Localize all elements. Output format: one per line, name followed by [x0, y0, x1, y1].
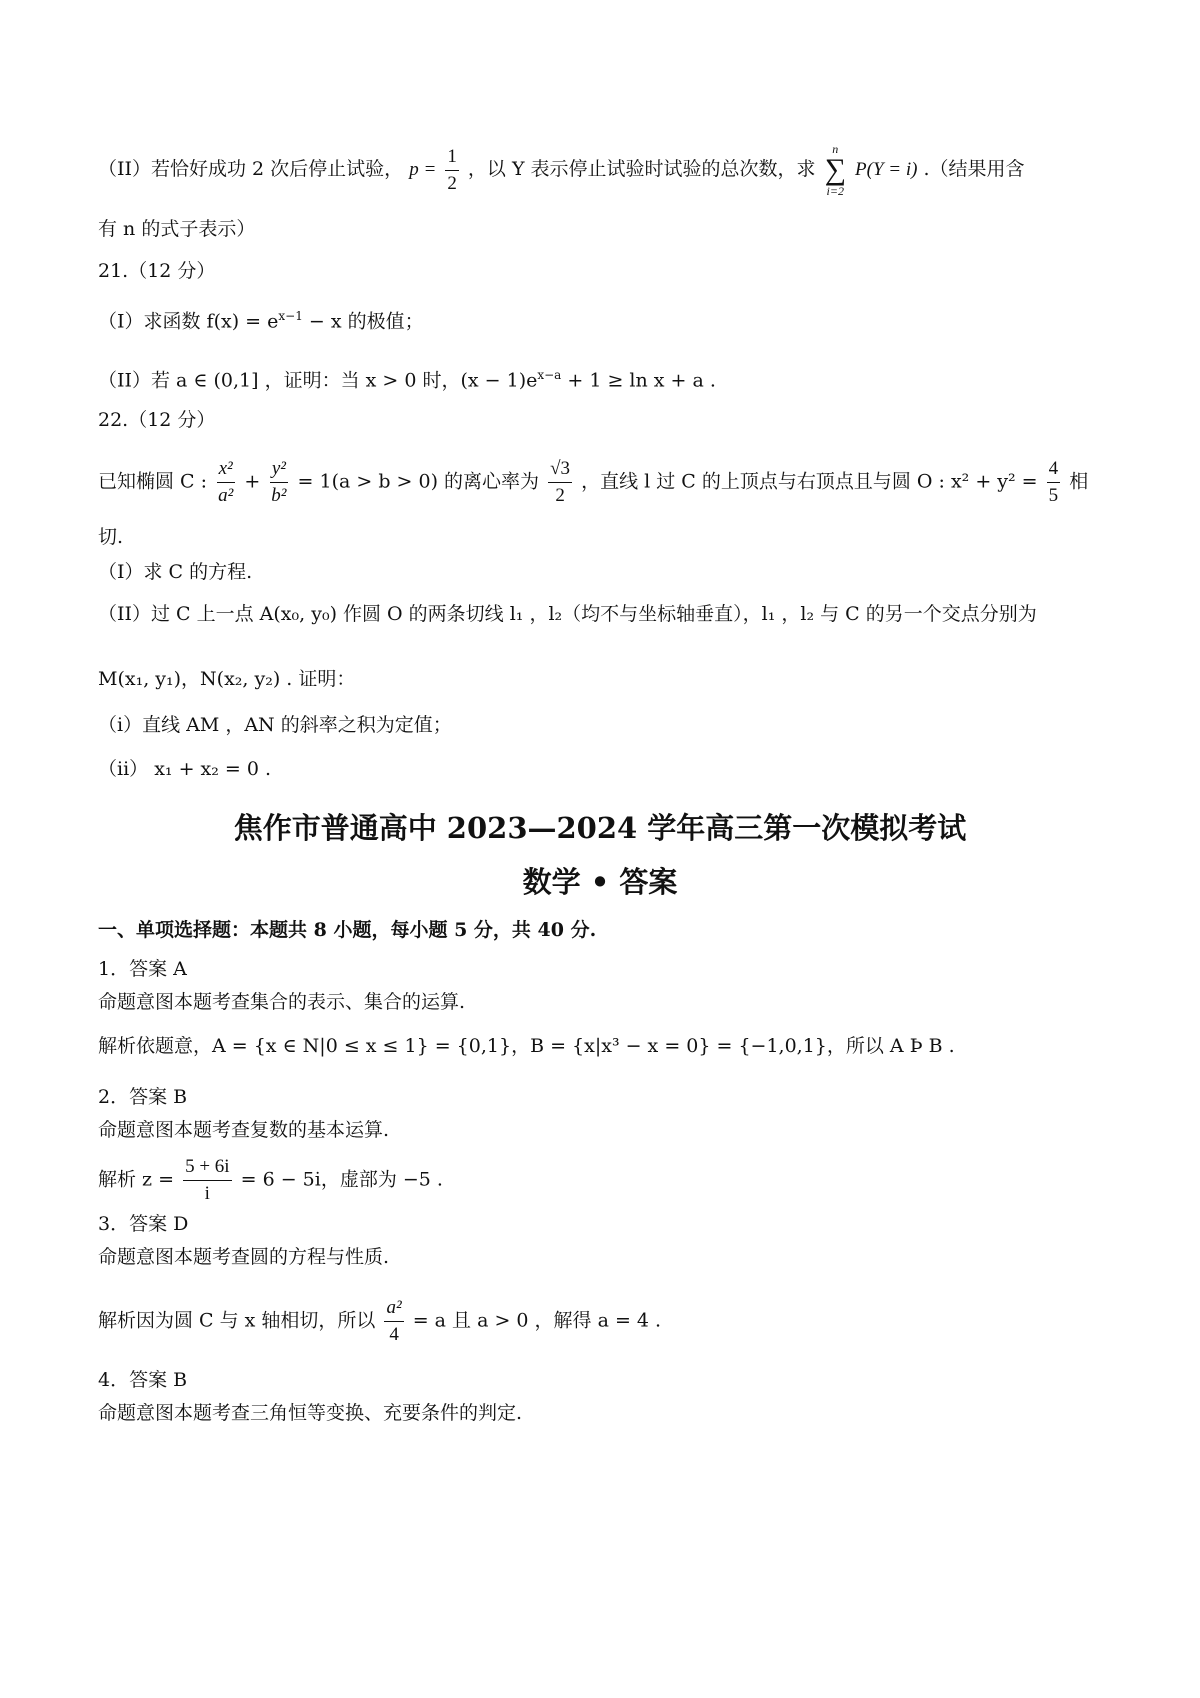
fraction-denominator: a²: [218, 485, 234, 506]
answer-4-head: 4．答案 B: [98, 1369, 188, 1391]
q21-header: 21.（12 分）: [98, 260, 216, 282]
section-heading: 一、单项选择题：本题共 8 小题，每小题 5 分，共 40 分.: [98, 919, 597, 941]
q22-part2-continuation: M(x₁, y₁)，N(x₂, y₂) . 证明：: [98, 668, 356, 690]
answer-2-intent: 命题意图本题考查复数的基本运算.: [98, 1119, 390, 1141]
sigma-symbol: ∑: [824, 153, 846, 186]
fraction-denominator: i: [204, 1183, 210, 1204]
answer-2-end: = 6 − 5i，虚部为 −5 .: [240, 1168, 443, 1191]
q22-part1: （I）求 C 的方程.: [98, 561, 253, 583]
fraction-numerator: a²: [384, 1297, 403, 1322]
answer-2-solution: [98, 1156, 443, 1205]
q21-part1-text: （I）求函数 f(x) = e: [98, 310, 279, 333]
answer-3-head: 3．答案 D: [98, 1213, 189, 1235]
fraction-sqrt3-2: [548, 458, 572, 507]
summation: [825, 143, 846, 197]
answer-2-prefix: 解析 z =: [98, 1168, 175, 1191]
fraction-4-5: [1047, 458, 1061, 507]
q20-part2-continuation: 有 n 的式子表示）: [98, 218, 256, 240]
sum-body: P(Y = i): [855, 159, 918, 180]
answer-3-intent: 命题意图本题考查圆的方程与性质.: [98, 1246, 390, 1268]
answer-4-intent: 命题意图本题考查三角恒等变换、充要条件的判定.: [98, 1402, 523, 1424]
q20-part2-end: .（结果用含: [923, 158, 1025, 180]
q21-part2-exponent: x−a: [537, 368, 562, 382]
fraction-numerator: y²: [270, 458, 288, 483]
q22-part2: （II）过 C 上一点 A(x₀, y₀) 作圆 O 的两条切线 l₁ ，l₂（均不与坐标轴垂直），l₁ ，l₂ 与 C 的另一个交点分别为: [98, 603, 1037, 625]
q21-part2: [98, 362, 716, 393]
q22-intro-line: [98, 458, 1088, 507]
answer-3-prefix: 解析因为圆 C 与 x 轴相切，所以: [98, 1309, 376, 1332]
answer-3-end: = a 且 a > 0 ，解得 a = 4 .: [412, 1309, 662, 1332]
q21-part2-end: + 1 ≥ ln x + a .: [561, 369, 716, 392]
fraction-complex: [183, 1156, 232, 1205]
answer-2-head: 2．答案 B: [98, 1086, 188, 1108]
fraction-numerator: 5 + 6i: [183, 1156, 232, 1181]
q22-intro-b: = 1(a > b > 0) 的离心率为: [297, 470, 540, 493]
answer-3-solution: [98, 1297, 661, 1346]
fraction-denominator: b²: [271, 485, 287, 506]
q22-sub-ii: （ii） x₁ + x₂ = 0 .: [98, 758, 272, 780]
fraction-y2-b2: [269, 458, 288, 507]
q22-header: 22.（12 分）: [98, 409, 216, 431]
q22-sub-i: （i）直线 AM ，AN 的斜率之积为定值；: [98, 714, 452, 736]
q22-intro-a: 已知椭圆 C :: [98, 470, 208, 493]
fraction-denominator: 2: [555, 485, 565, 506]
fraction-denominator: 4: [389, 1324, 399, 1345]
answers-title: 焦作市普通高中 2023—2024 学年高三第一次模拟考试: [233, 811, 967, 845]
fraction-numerator: 4: [1047, 458, 1061, 483]
answer-1-solution: 解析依题意，A = {x ∈ N|0 ≤ x ≤ 1} = {0,1}，B = {x|x³ − x = 0} = {−1,0,1}，所以 A Þ B .: [98, 1035, 955, 1057]
fraction-a2-4: [384, 1297, 403, 1346]
fraction-numerator: √3: [548, 458, 572, 483]
answer-1-head: 1．答案 A: [98, 958, 187, 980]
q21-part1-exponent: x−1: [278, 309, 303, 323]
plus-sign: +: [244, 470, 261, 493]
q20-part2-mid: ，以 Y 表示停止试验时试验的总次数，求: [467, 158, 816, 180]
fraction-numerator: x²: [217, 458, 235, 483]
p-equals: p =: [409, 159, 437, 180]
q20-part2-prefix: （II）若恰好成功 2 次后停止试验，: [98, 158, 404, 180]
q22-intro-c: ，直线 l 过 C 的上顶点与右顶点且与圆 O : x² + y² =: [581, 470, 1038, 493]
q22-intro-continuation: 切.: [98, 526, 124, 548]
fraction-one-half: [445, 146, 459, 195]
fraction-denominator: 2: [447, 172, 457, 194]
sum-lower-limit: i=2: [826, 184, 844, 198]
q22-intro-d: 相: [1069, 470, 1089, 493]
fraction-x2-a2: [216, 458, 235, 507]
answers-subtitle: 数学 • 答案: [522, 865, 678, 899]
q21-part1: [98, 303, 424, 334]
q21-part1-end: − x 的极值；: [302, 310, 424, 333]
sum-upper-limit: n: [832, 142, 839, 156]
fraction-denominator: 5: [1048, 485, 1059, 506]
q20-part2-line: [98, 143, 1025, 197]
q21-part2-text: （II）若 a ∈ (0,1] ，证明：当 x > 0 时，(x − 1)e: [98, 369, 538, 392]
fraction-numerator: 1: [445, 146, 459, 171]
answer-1-intent: 命题意图本题考查集合的表示、集合的运算.: [98, 991, 466, 1013]
